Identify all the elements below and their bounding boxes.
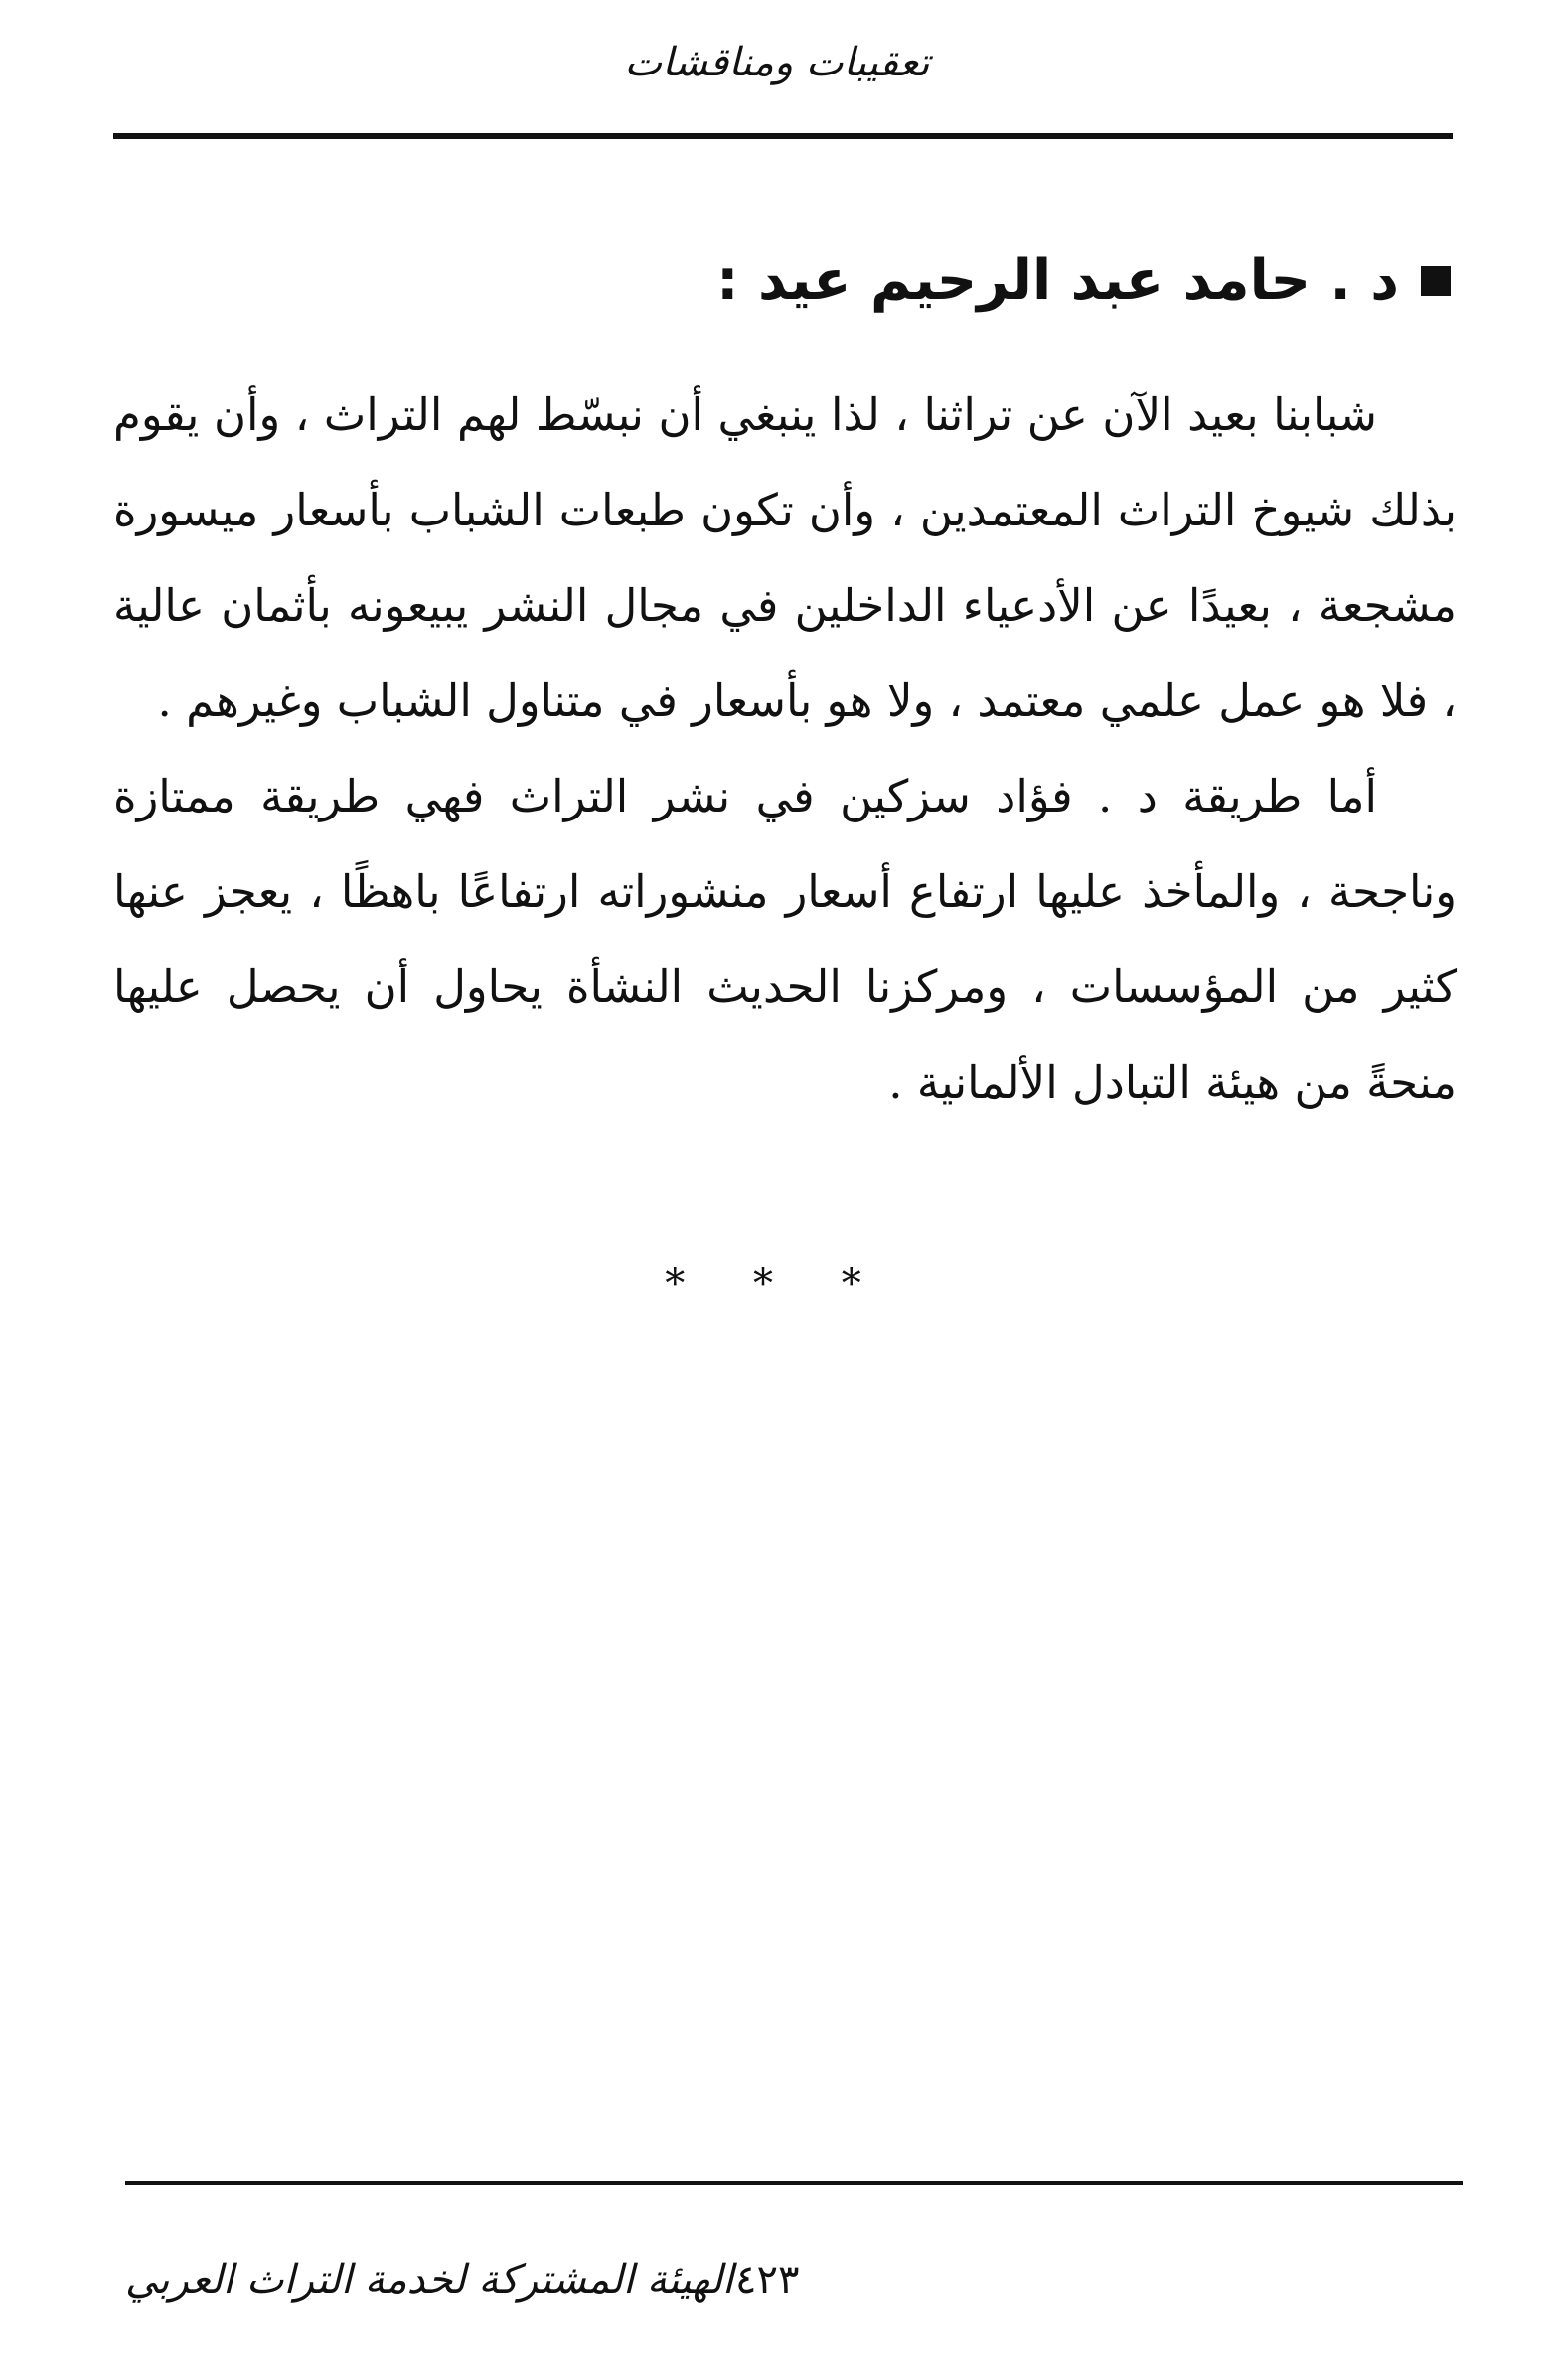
- body-text: [113, 368, 1457, 1130]
- running-title: تعقيبات ومناقشات: [624, 40, 930, 85]
- footer-organization: الهيئة المشتركة لخدمة التراث العربي: [125, 2257, 734, 2303]
- square-bullet-icon: [1421, 266, 1451, 296]
- speaker-heading: [716, 248, 1451, 313]
- section-separator: * * *: [665, 1262, 889, 1307]
- footer-rule: [125, 2181, 1463, 2185]
- paragraph-2: أما طريقة د . فؤاد سزكين في نشر التراث فهي طريقة ممتازة وناجحة ، والمأخذ عليها ارتفاع أسعار منشوراته ارتفاعًا باهظًا ، يعجز عنها كثير من المؤسسات ، ومركزنا الحديث النشأة يحاول أن يحصل عليها منحةً من هيئة التبادل الألمانية .: [113, 770, 1457, 1109]
- page-number: ٤٢٣: [735, 2257, 800, 2303]
- paragraph-1: شبابنا بعيد الآن عن تراثنا ، لذا ينبغي أن نبسّط لهم التراث ، وأن يقوم بذلك شيوخ التراث المعتمدين ، وأن تكون طبعات الشباب بأسعار ميسورة مشجعة ، بعيدًا عن الأدعياء الداخلين في مجال النشر يبيعونه بأثمان عالية ، فلا هو عمل علمي معتمد ، ولا هو بأسعار في متناول الشباب وغيرهم .: [113, 388, 1457, 727]
- speaker-name: د . حامد عبد الرحيم عيد :: [716, 248, 1399, 313]
- header-rule: [113, 133, 1453, 139]
